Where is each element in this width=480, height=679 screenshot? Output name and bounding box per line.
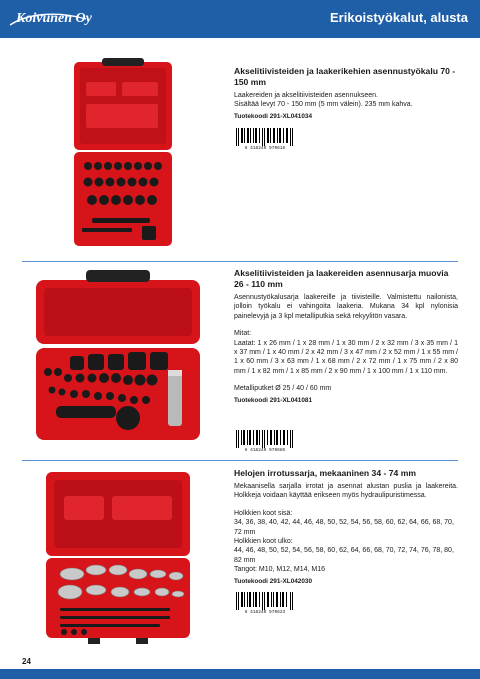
product-3-outer-sizes: 44, 46, 48, 50, 52, 54, 56, 58, 60, 62, 64, 66, 68, 70, 72, 74, 76, 78, 80, 82 mm [234,547,454,564]
page-number: 24 [22,657,31,666]
product-image-3 [40,466,196,644]
product-2-barcode [234,430,296,454]
product-3-barcode-number: 6 416240 970623 [234,610,296,616]
product-3-rods: Tangot: M10, M12, M14, M16 [234,566,326,574]
product-image-1 [72,58,174,250]
product-3-code: Tuotekoodi 291-XL042030 [234,577,313,585]
product-3-outer-sizes-label: Holkkien koot ulko: [234,538,293,546]
product-2-dimensions-label: Mitat: [234,330,252,338]
section-title: Erikoistyökalut, alusta [330,10,468,25]
product-1-title: Akselitiivisteiden ja laakerikehien asennustyökalu 70 - 150 mm [234,66,456,87]
product-2-text [234,268,458,405]
product-1-desc-line-2: Sisältää levyt 70 - 150 mm (5 mm välein). 235 mm kahva. [234,101,413,109]
product-3-text [234,468,458,586]
company-logo [10,8,92,30]
product-1-barcode [234,128,296,152]
product-2-barcode-number: 6 416240 970685 [234,448,296,454]
product-3-title: Helojen irrotussarja, mekaaninen 34 - 74 mm [234,468,416,478]
product-1-text [234,66,458,121]
separator-2 [22,460,458,461]
footer-bar [0,669,480,679]
product-2-dimensions: Laatat: 1 x 26 mm / 1 x 28 mm / 1 x 30 mm / 2 x 32 mm / 3 x 35 mm / 1 x 37 mm / 1 x 40 mm / 2 x 42 mm / 3 x 47 mm / 2 x 52 mm / 1 x 55 mm / 1 x 60 mm / 3 x 63 mm / 1 x 68 mm / 2 x 72 mm / 1 x 75 mm / 2 x 80 mm / 1 x 82 mm / 1 x 85 mm / 2 x 90 mm / 1 x 100 mm / 1 x 110 mm. [234,339,458,375]
product-2-desc: Asennustyökalusarja laakereille ja tiivisteille. Valmistettu nailonista, jolloin työkalu ei vahingoita laakeria. Mukana 34 kpl nylonisia painelevyjä ja 3 kpl metalliputkia sekä rekyylitön vasara. [234,294,458,320]
separator-1 [22,261,458,262]
product-image-2 [26,266,208,446]
page-header [0,0,480,38]
product-1-desc-line-1: Laakereiden ja akselitiivisteiden asennukseen. [234,92,378,99]
logo-text: Koivunen Oy [16,11,92,26]
product-2-metal-tubes: Metalliputket Ø 25 / 40 / 60 mm [234,385,332,393]
product-3-barcode [234,592,296,616]
product-2-code: Tuotekoodi 291-XL041081 [234,396,313,404]
product-3-inner-sizes: 34, 36, 38, 40, 42, 44, 46, 48, 50, 52, 54, 56, 58, 60, 62, 64, 66, 68, 70, 72 mm [234,519,454,536]
product-3-desc: Mekaanisella sarjalla irrotat ja asennat alustan puslia ja laakereita. Holkkeja voidaan käyttää erikseen myös hydraulipuristimessa. [234,483,458,500]
product-3-inner-sizes-label: Holkkien koot sisä: [234,509,293,517]
product-1-code: Tuotekoodi 291-XL041034 [234,112,313,120]
product-2-title: Akselitiivisteiden ja laakereiden asennusarja muovia 26 - 110 mm [234,268,449,289]
product-1-barcode-number: 6 416240 970616 [234,146,296,152]
